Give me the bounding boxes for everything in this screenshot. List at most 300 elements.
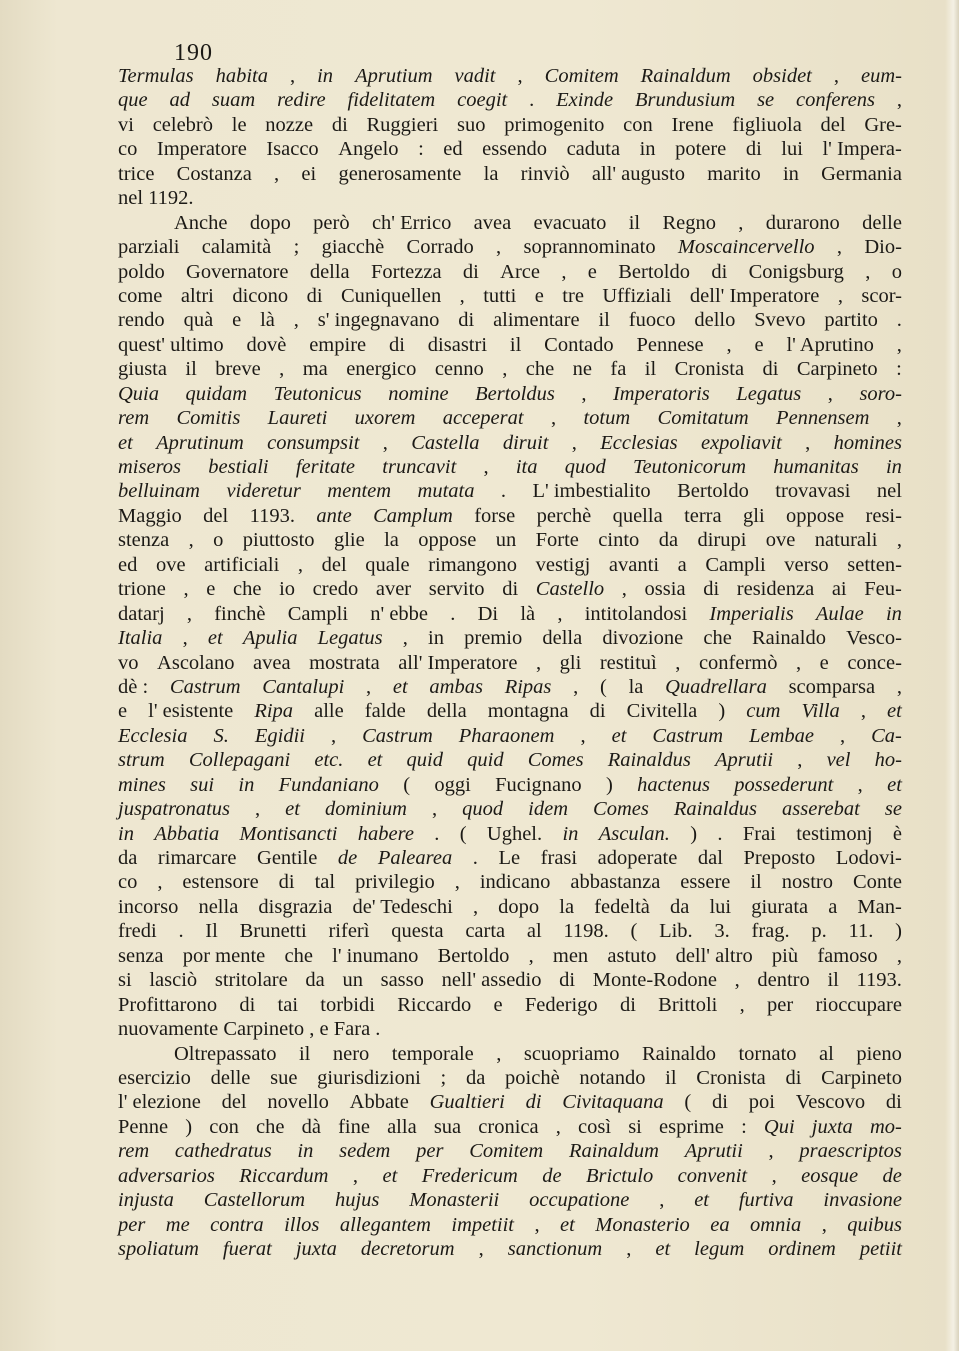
word: Di <box>477 602 499 625</box>
word: tutti <box>483 284 517 307</box>
italic-word: in <box>317 65 334 87</box>
text-line <box>118 333 902 357</box>
word: di <box>885 1091 902 1114</box>
word: , <box>402 627 408 650</box>
text-line <box>118 675 902 699</box>
word: scuopriamo <box>523 1042 620 1065</box>
italic-word: quid <box>467 749 504 772</box>
word: senza <box>118 944 164 967</box>
word: avea <box>473 211 512 234</box>
italic-word: Legatus <box>736 382 802 405</box>
text-line <box>118 1115 902 1139</box>
italic-word: diruit <box>502 431 549 454</box>
word: , <box>496 236 502 259</box>
text-line <box>118 919 902 943</box>
italic-word: juspatronatus <box>118 798 231 821</box>
italic-word: belluinam <box>118 480 200 503</box>
word: carta <box>465 920 506 943</box>
word: , <box>896 944 902 967</box>
italic-word: adversarios <box>118 1164 215 1187</box>
italic-word: per <box>118 1213 146 1236</box>
text-line <box>118 870 902 894</box>
word: un <box>495 529 517 552</box>
text-line <box>118 113 902 137</box>
text-line <box>118 211 902 235</box>
word: 1193. <box>856 969 902 992</box>
text-line <box>118 724 902 748</box>
text-line <box>118 1188 902 1212</box>
word: trice <box>118 162 155 185</box>
italic-word: et <box>611 724 627 747</box>
word: ) <box>895 920 902 943</box>
word: nuovamente Carpineto , e Fara . <box>118 1018 381 1041</box>
italic-word: Lembae <box>749 724 814 747</box>
word: temporale <box>391 1042 474 1065</box>
word: e <box>493 993 503 1016</box>
text-line <box>118 137 902 161</box>
word: Riccardo <box>397 993 472 1016</box>
word: piuttosto <box>242 529 315 552</box>
italic-word: se <box>884 798 902 821</box>
word: Irene <box>671 113 714 136</box>
word: gli <box>559 651 582 674</box>
word: , <box>366 675 372 698</box>
word: Cronista <box>674 358 745 381</box>
word: nozze <box>265 113 314 136</box>
word: vi <box>118 113 134 136</box>
word: dopo <box>249 211 291 234</box>
word: di <box>462 260 479 283</box>
word: por mente <box>182 944 266 967</box>
word: il <box>185 358 197 381</box>
italic-word: redire <box>277 89 326 112</box>
word: del <box>203 504 229 527</box>
word: , <box>183 578 189 601</box>
word: il <box>644 358 657 381</box>
italic-word: quod <box>564 456 606 478</box>
word: , <box>555 1115 561 1138</box>
italic-word: Rainaldus <box>673 798 758 821</box>
word: , <box>502 358 508 381</box>
word: Abbate <box>349 1091 409 1114</box>
italic-word: quibus <box>847 1213 902 1236</box>
word: , <box>571 431 577 454</box>
italic-word: juxta <box>811 1115 853 1138</box>
word: fine <box>338 1115 370 1138</box>
word: fredi <box>118 920 157 943</box>
italic-word: sanctionum <box>507 1238 603 1260</box>
italic-word: Brictulo <box>586 1164 654 1187</box>
word: de' Tedeschi <box>352 895 453 918</box>
italic-word: Rainaldum <box>568 1140 659 1163</box>
italic-word: Teutonicorum <box>632 456 747 478</box>
word: di <box>745 138 762 161</box>
word: là <box>260 309 275 332</box>
word: dirupi <box>697 529 747 552</box>
text-line <box>118 260 902 284</box>
word: più <box>771 944 799 967</box>
word: Anche <box>174 211 228 234</box>
word: , <box>771 1164 777 1187</box>
word: : <box>418 138 424 161</box>
italic-word: habita <box>215 65 268 87</box>
word: Vescovo <box>795 1091 866 1114</box>
italic-word: petiit <box>859 1238 902 1260</box>
italic-word: se <box>757 89 775 112</box>
italic-word: Aprutium <box>355 65 433 87</box>
word: Bertoldo <box>677 480 749 503</box>
word: Costanza <box>176 162 252 185</box>
word: all' Imperatore <box>398 651 518 674</box>
word: , <box>279 358 285 381</box>
word: e <box>587 260 597 283</box>
text-line <box>118 528 902 552</box>
word: essere <box>680 871 731 894</box>
word: , <box>496 1042 502 1065</box>
word: , <box>865 260 871 283</box>
word: dicono <box>232 284 289 307</box>
italic-word: impetiit <box>451 1213 515 1236</box>
italic-word: ita <box>515 456 538 478</box>
word: di <box>711 260 728 283</box>
word: dentro <box>757 969 810 992</box>
text-line <box>118 504 902 528</box>
italic-word: Comitis <box>176 407 241 430</box>
text-line <box>118 748 902 772</box>
word: privilegio <box>355 871 435 894</box>
word: di <box>278 871 295 894</box>
italic-word: in <box>885 602 902 625</box>
italic-word: et <box>392 675 408 698</box>
word: , <box>186 602 193 625</box>
italic-word: Aulae <box>815 602 864 625</box>
text-line <box>118 1213 902 1237</box>
italic-word: Aprutinum <box>156 431 244 454</box>
italic-word: decretorum <box>360 1238 455 1260</box>
italic-word: occupatione <box>529 1189 630 1212</box>
italic-word: Villa <box>801 700 840 723</box>
word: da <box>658 529 679 552</box>
word: ossia <box>644 578 686 601</box>
text-line <box>118 455 902 479</box>
word: del <box>321 553 347 576</box>
word: montagna <box>487 700 569 723</box>
word: residenza <box>736 578 815 601</box>
word: Ascolano <box>157 651 235 674</box>
word: . <box>472 847 478 869</box>
word: del <box>221 1091 247 1114</box>
word: , <box>797 749 803 772</box>
word: : <box>741 1115 747 1138</box>
word: rioccupare <box>815 993 902 1016</box>
word: Forte <box>535 529 579 552</box>
word: come <box>118 284 163 307</box>
word: di <box>703 578 720 601</box>
word: verso <box>784 553 829 576</box>
word: 11. <box>848 920 874 943</box>
italic-word: convenit <box>677 1164 748 1187</box>
word: avea <box>253 651 291 674</box>
word: dello <box>694 309 736 332</box>
word: , <box>289 65 296 87</box>
italic-word: Egidii <box>254 724 305 747</box>
word: scomparsa <box>788 675 876 698</box>
word: Contado <box>544 333 614 356</box>
word: di <box>388 333 405 356</box>
word: al <box>819 1042 834 1065</box>
word: rimarcare <box>157 847 237 869</box>
italic-word: invasione <box>823 1189 902 1212</box>
word: ) <box>605 773 613 796</box>
word: , <box>557 602 563 625</box>
italic-word: quidam <box>185 382 248 405</box>
word: Carpineto <box>796 358 878 381</box>
text-line <box>118 822 902 846</box>
word: Civitella <box>626 700 698 723</box>
word: il <box>509 333 522 356</box>
italic-word: Imperatoris <box>612 382 710 405</box>
text-line <box>118 895 902 919</box>
italic-word: fidelitatem <box>347 89 436 112</box>
word: Monte-Rodone <box>592 969 717 992</box>
italic-word: contra <box>210 1213 264 1236</box>
word: conce- <box>847 651 902 674</box>
word: fuoco <box>628 309 676 332</box>
italic-word: ad <box>169 89 190 112</box>
word: . <box>529 89 535 112</box>
word: e <box>534 284 544 307</box>
word: nel 1192. <box>118 187 194 210</box>
word: Campli <box>705 553 766 576</box>
italic-word: cum <box>746 700 781 723</box>
word: ove <box>155 553 186 576</box>
italic-word: coegit <box>457 89 508 112</box>
word: ) <box>690 822 698 845</box>
word: tre <box>562 284 584 307</box>
italic-word: Bertoldus <box>475 382 555 405</box>
word: perchè <box>536 504 592 527</box>
word: ( <box>600 675 607 698</box>
word: p. <box>811 920 827 943</box>
italic-word: suam <box>211 89 256 112</box>
word: di <box>712 1091 728 1114</box>
word: nella <box>198 895 239 918</box>
word: dopo <box>498 895 540 918</box>
word: , <box>274 162 280 185</box>
word: alla <box>387 1115 417 1138</box>
word: primogenito <box>504 113 605 136</box>
word: restituì <box>599 651 657 674</box>
italic-word: illos <box>284 1213 320 1236</box>
word: caduta <box>566 138 621 161</box>
word: , <box>896 675 902 698</box>
word: Il <box>205 920 218 943</box>
italic-word: consumpsit <box>267 431 360 454</box>
text-line <box>118 406 902 430</box>
italic-word: mo- <box>869 1115 902 1138</box>
word: , <box>659 1189 665 1212</box>
italic-word: Comitem <box>469 1140 544 1163</box>
word: nero <box>332 1042 370 1065</box>
word: , <box>581 382 587 405</box>
word: , <box>738 211 744 234</box>
italic-word: totum <box>583 407 631 430</box>
word: di <box>458 309 475 332</box>
word: , <box>293 309 299 332</box>
italic-word: sui <box>190 773 215 796</box>
word: ne <box>572 358 592 381</box>
word: durarono <box>765 211 840 234</box>
italic-word: Comitatum <box>657 407 749 430</box>
italic-word: legum <box>694 1238 745 1260</box>
word: di <box>306 284 323 307</box>
italic-word: mines <box>118 773 166 796</box>
word: , <box>805 431 811 454</box>
italic-word: Teutonicus <box>273 382 362 405</box>
word: si <box>118 969 132 992</box>
italic-word: conferens <box>796 89 875 112</box>
word: figliuola <box>732 113 802 136</box>
italic-word: Castrum <box>362 724 433 747</box>
word: Isacco <box>266 138 319 161</box>
italic-word: eosque <box>801 1164 859 1187</box>
text-line <box>118 993 902 1017</box>
word: Imperatore <box>156 138 247 161</box>
word: di <box>619 993 636 1016</box>
italic-word: et <box>382 1164 398 1187</box>
word: resi- <box>865 504 902 527</box>
word: da <box>305 969 325 992</box>
word: tal <box>314 871 336 894</box>
word: tornato <box>738 1042 797 1065</box>
word: dal <box>697 847 723 869</box>
word: frasi <box>540 847 578 869</box>
page-edge <box>945 0 959 1351</box>
italic-word: eum- <box>860 65 902 87</box>
word: notando <box>579 1066 646 1089</box>
word: di <box>559 969 576 992</box>
text-line <box>118 1237 902 1261</box>
word: disgrazia <box>258 895 333 918</box>
text-line <box>118 651 902 675</box>
italic-word: Pharaonem <box>458 724 555 747</box>
word: delle <box>210 1066 251 1089</box>
word: in <box>782 162 799 185</box>
italic-word: in <box>118 822 134 845</box>
word: oppose <box>418 529 477 552</box>
word: , <box>626 1238 632 1260</box>
italic-word: soro- <box>859 382 902 405</box>
text-line <box>118 846 902 870</box>
word: o <box>213 529 224 552</box>
word: . <box>717 822 723 845</box>
italic-word: et <box>207 627 223 650</box>
word: ; <box>293 236 300 259</box>
italic-word: Quadrellara <box>665 675 767 698</box>
word: con <box>209 1115 239 1138</box>
italic-word: in <box>885 456 902 478</box>
word: nostro <box>781 871 833 894</box>
word: all' augusto <box>591 162 685 185</box>
word: partito <box>824 309 878 332</box>
text-line <box>118 1042 902 1066</box>
italic-word: Ca- <box>871 724 902 747</box>
word: da <box>118 847 138 869</box>
word: Carpineto <box>821 1066 902 1089</box>
word: che <box>525 358 555 381</box>
word: ; <box>440 1066 447 1089</box>
word: della <box>426 700 467 723</box>
word: , <box>821 1213 827 1236</box>
italic-word: idem <box>528 798 569 821</box>
word: , <box>352 1164 359 1187</box>
word: rendo <box>118 309 165 332</box>
word: essendo <box>482 138 548 161</box>
word: , <box>188 529 194 552</box>
word: ed <box>118 553 138 576</box>
word: cenno <box>434 358 484 381</box>
word: , <box>157 871 163 894</box>
word: , <box>535 651 542 674</box>
text-line <box>118 577 902 601</box>
word: ( <box>459 822 467 845</box>
italic-word: ea <box>710 1213 730 1236</box>
word: energico <box>346 358 417 381</box>
word: la <box>628 675 644 698</box>
italic-word: Brundusium <box>634 89 736 112</box>
italic-word: omnia <box>750 1213 802 1236</box>
italic-word: Camplum <box>373 504 453 527</box>
word: evacuato <box>533 211 607 234</box>
word: fedeltà <box>594 895 650 918</box>
italic-word: Fredericum <box>421 1164 518 1187</box>
italic-word: asserebat <box>782 798 860 821</box>
italic-word: ambas <box>429 675 483 698</box>
word: 3. <box>714 920 730 943</box>
text-line <box>118 186 902 210</box>
word: esercizio <box>118 1066 191 1089</box>
word: il <box>750 871 762 894</box>
word: , <box>472 895 479 918</box>
word: nel <box>876 480 902 503</box>
italic-word: mutata <box>417 480 475 503</box>
word: servito <box>428 578 485 601</box>
word: Rainaldo <box>641 1042 716 1065</box>
italic-word: S. <box>213 724 229 747</box>
italic-word: Ripas <box>504 675 552 698</box>
italic-word: habere <box>357 822 414 845</box>
word: da <box>670 895 690 918</box>
body-text <box>118 64 902 1261</box>
word: avanti <box>608 553 660 576</box>
word: abbastanza <box>570 871 661 894</box>
word: ove <box>765 529 796 552</box>
italic-word: nomine <box>388 382 449 405</box>
word: , <box>517 65 523 87</box>
word: Bertoldo <box>437 944 510 967</box>
word: ( <box>630 920 638 943</box>
italic-word: Imperialis <box>709 602 794 625</box>
italic-word: Castellorum <box>203 1189 306 1212</box>
italic-word: et <box>655 1238 671 1260</box>
italic-word: furtiva <box>738 1189 794 1212</box>
word: l' Aprutino <box>786 333 874 356</box>
word: estensore <box>182 871 259 894</box>
text-line <box>118 64 902 88</box>
italic-word: rem <box>118 1140 150 1163</box>
italic-word: Legatus <box>317 627 383 650</box>
word: Ughel. <box>486 822 543 845</box>
